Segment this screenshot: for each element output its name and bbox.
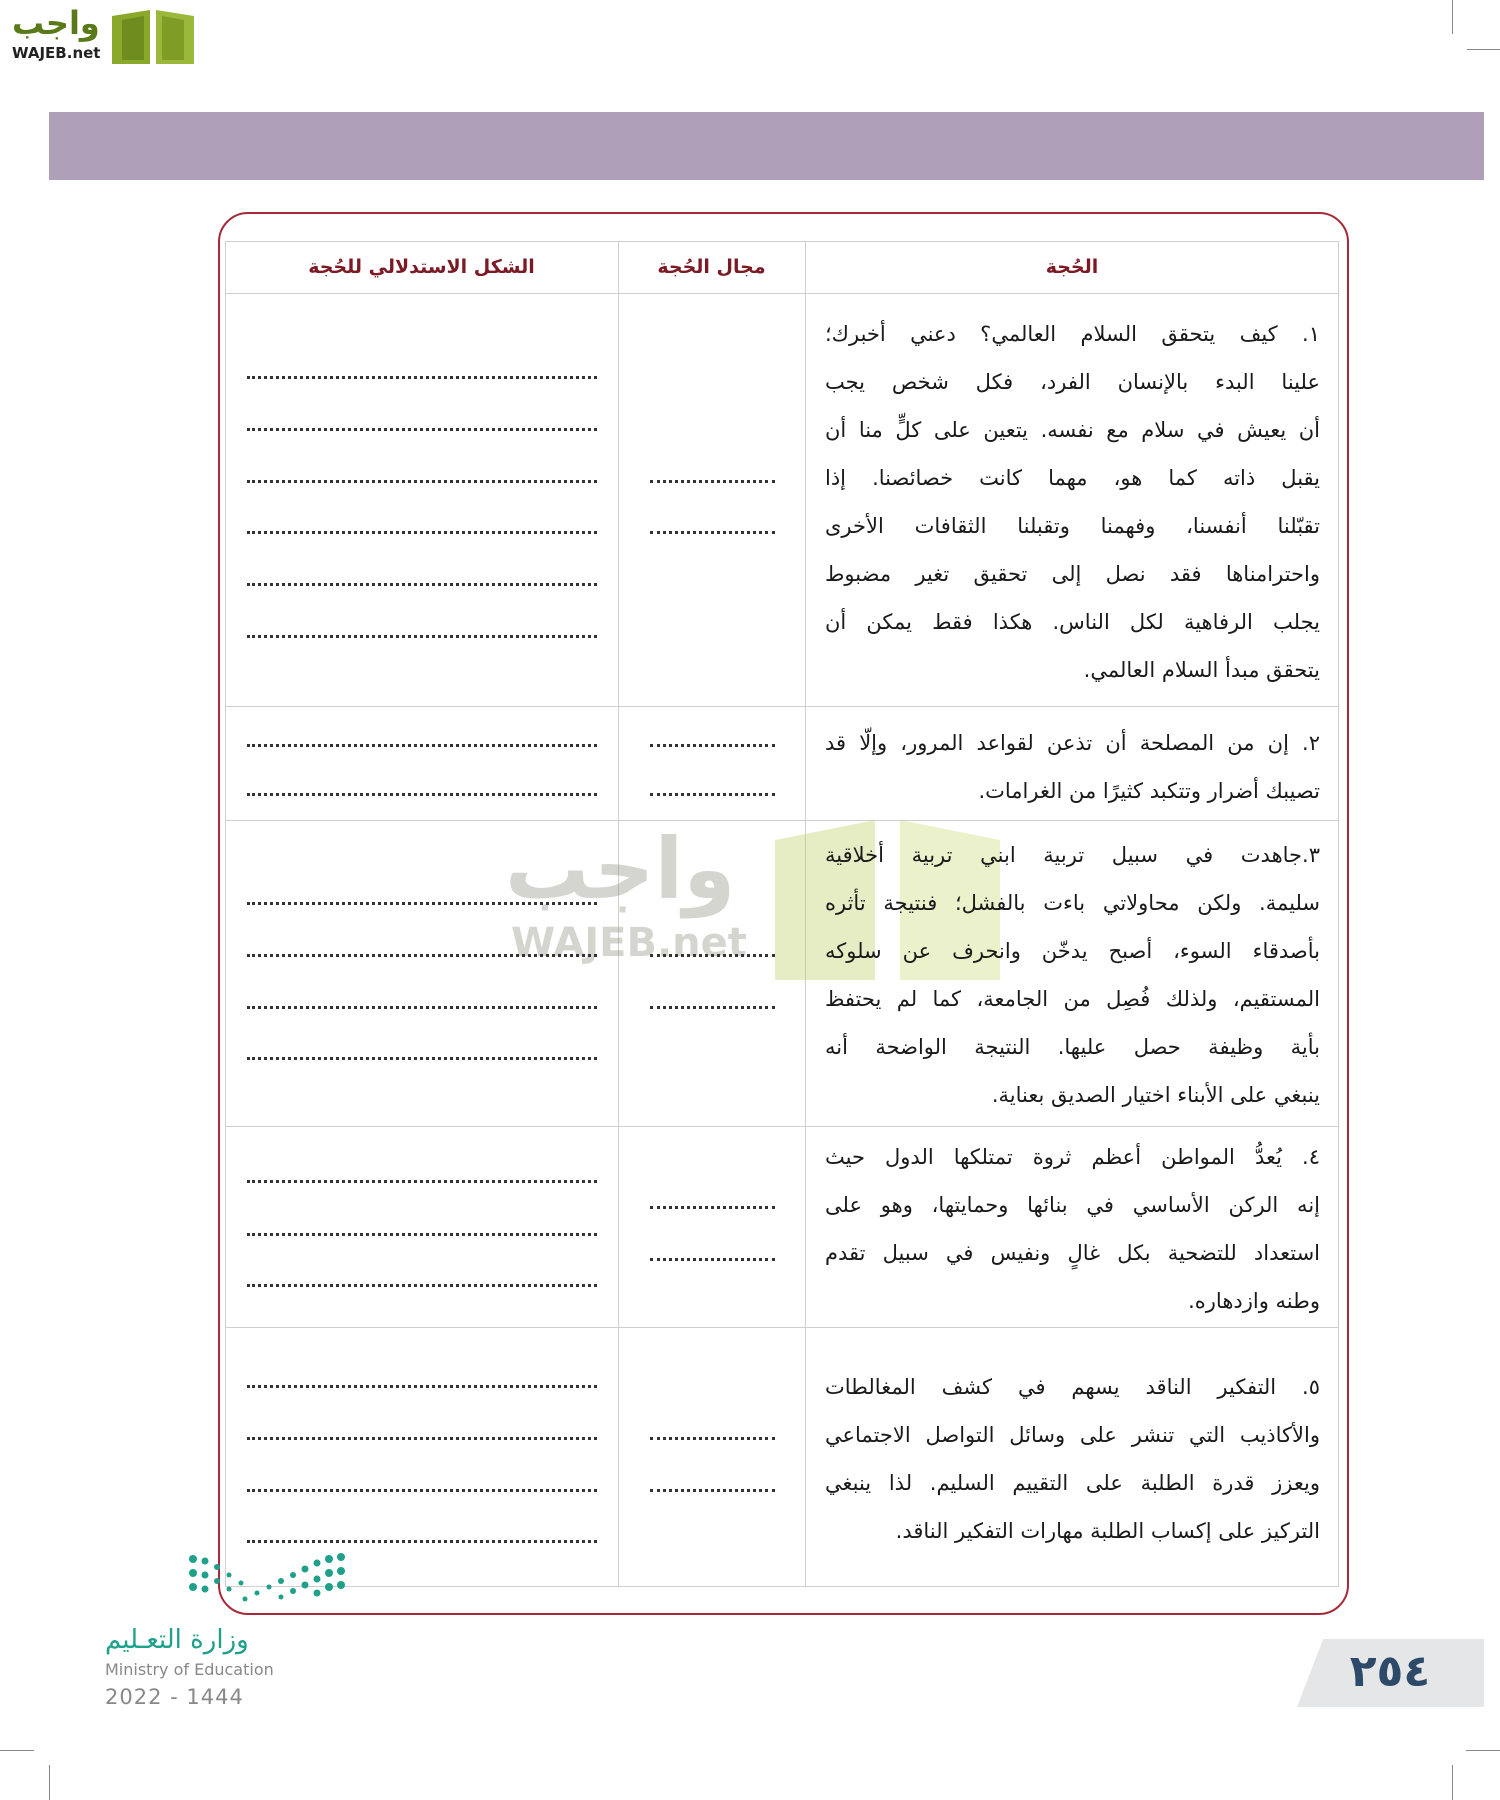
crop-mark xyxy=(1452,0,1453,34)
argument-text-line: ٣.جاهدت في سبيل تربية ابني تربية أخلاقية xyxy=(825,843,1320,867)
argument-text-line: استعداد للتضحية بكل غالٍ ونفيس في سبيل تقدم xyxy=(825,1241,1320,1265)
form-answer-blank[interactable] xyxy=(247,1267,597,1287)
book-icon xyxy=(108,6,198,66)
ministry-name-english: Ministry of Education xyxy=(105,1660,274,1679)
form-answer-blank[interactable] xyxy=(247,885,597,905)
argument-text-line: واحترامناها فقد نصل إلى تحقيق تغير مضبوط xyxy=(825,562,1320,586)
argument-text-line: يجلب الرفاهية لكل الناس. هكذا فقط يمكن أن xyxy=(825,610,1320,634)
form-answer-blank[interactable] xyxy=(247,411,597,431)
argument-text-line: وطنه وازدهاره. xyxy=(1188,1289,1320,1313)
wajeb-logo[interactable] xyxy=(10,4,190,66)
form-answer-blank[interactable] xyxy=(247,1523,597,1543)
domain-answer-blank[interactable] xyxy=(650,989,775,1009)
domain-answer-blank[interactable] xyxy=(650,727,775,747)
argument-text-line: يتحقق مبدأ السلام العالمي. xyxy=(1083,658,1320,682)
argument-text-line: تصيبك أضرار وتتكبد كثيرًا من الغرامات. xyxy=(978,779,1320,803)
row-divider xyxy=(225,1126,1339,1127)
form-answer-blank[interactable] xyxy=(247,463,597,483)
argument-text-line: ٥. التفكير الناقد يسهم في كشف المغالطات xyxy=(825,1375,1320,1399)
ministry-logo-icon xyxy=(185,1553,355,1613)
domain-answer-blank[interactable] xyxy=(650,1420,775,1440)
argument-text-line: المستقيم، ولذلك فُصِل من الجامعة، كما لم يحتفظ xyxy=(825,987,1320,1011)
section-banner xyxy=(49,112,1484,180)
argument-text-line: أن يعيش في سلام مع نفسه. يتعين على كلٍّ منا أن xyxy=(825,418,1320,442)
argument-text-line: ويعزز قدرة الطلبة على التقييم السليم. لذا ينبغي xyxy=(825,1471,1320,1495)
watermark-latin: WAJEB.net xyxy=(511,920,747,966)
header-argument: الحُجة xyxy=(1045,256,1099,278)
argument-text-line: تقبّلنا أنفسنا، وفهمنا وتقبلنا الثقافات الأخرى xyxy=(825,514,1320,538)
logo-arabic: واجب xyxy=(12,4,100,42)
domain-answer-blank[interactable] xyxy=(650,1472,775,1492)
page-number: ٢٥٤ xyxy=(1349,1646,1431,1697)
crop-mark xyxy=(1467,49,1500,50)
row-divider xyxy=(225,820,1339,821)
argument-text-line: ٢. إن من المصلحة أن تذعن لقواعد المرور، وإلّا قد xyxy=(825,731,1320,755)
form-answer-blank[interactable] xyxy=(247,1368,597,1388)
argument-text-line: والأكاذيب التي تنشر على وسائل التواصل الاجتماعي xyxy=(825,1423,1320,1447)
domain-answer-blank[interactable] xyxy=(650,937,775,957)
header-form: الشكل الاستدلالي للحُجة xyxy=(308,256,535,278)
form-answer-blank[interactable] xyxy=(247,1216,597,1236)
form-answer-blank[interactable] xyxy=(247,776,597,796)
row-divider xyxy=(225,293,1339,294)
argument-text-line: ١. كيف يتحقق السلام العالمي؟ دعني أخبرك؛ xyxy=(825,322,1320,346)
ministry-name-arabic: وزارة التعـليم xyxy=(105,1625,249,1655)
form-answer-blank[interactable] xyxy=(247,989,597,1009)
form-answer-blank[interactable] xyxy=(247,359,597,379)
column-divider xyxy=(618,241,619,1587)
form-answer-blank[interactable] xyxy=(247,514,597,534)
argument-text-line: يقبل ذاته كما هو، مهما كانت خصائصنا. إذا xyxy=(825,466,1320,490)
edition-year: 2022 - 1444 xyxy=(105,1685,244,1709)
argument-text-line: إنه الركن الأساسي في بنائها وحمايتها، وهو على xyxy=(825,1193,1320,1217)
domain-answer-blank[interactable] xyxy=(650,514,775,534)
argument-text-line: التركيز على إكساب الطلبة مهارات التفكير الناقد. xyxy=(895,1519,1320,1543)
crop-mark xyxy=(1452,1765,1453,1800)
argument-text-line: ٤. يُعدُّ المواطن أعظم ثروة تمتلكها الدول حيث xyxy=(825,1145,1320,1169)
domain-answer-blank[interactable] xyxy=(650,1189,775,1209)
column-divider xyxy=(805,241,806,1587)
form-answer-blank[interactable] xyxy=(247,618,597,638)
header-domain: مجال الحُجة xyxy=(657,256,766,278)
argument-text-line: بأصدقاء السوء، أصبح يدخّن وانحرف عن سلوكه xyxy=(825,939,1320,963)
form-answer-blank[interactable] xyxy=(247,1163,597,1183)
crop-mark xyxy=(49,1765,50,1800)
watermark-arabic: واجب xyxy=(505,820,736,918)
row-divider xyxy=(225,706,1339,707)
domain-answer-blank[interactable] xyxy=(650,463,775,483)
crop-mark xyxy=(1466,1750,1500,1751)
domain-answer-blank[interactable] xyxy=(650,776,775,796)
form-answer-blank[interactable] xyxy=(247,1420,597,1440)
argument-text-line: بأية وظيفة حصل عليها. النتيجة الواضحة أنه xyxy=(825,1035,1320,1059)
row-divider xyxy=(225,1327,1339,1328)
domain-answer-blank[interactable] xyxy=(650,1241,775,1261)
logo-latin: WAJEB.net xyxy=(12,44,101,62)
form-answer-blank[interactable] xyxy=(247,1040,597,1060)
argument-text-line: ينبغي على الأبناء اختيار الصديق بعناية. xyxy=(991,1083,1320,1107)
form-answer-blank[interactable] xyxy=(247,566,597,586)
form-answer-blank[interactable] xyxy=(247,727,597,747)
crop-mark xyxy=(0,1750,34,1751)
argument-text-line: سليمة. ولكن محاولاتي باءت بالفشل؛ فنتيجة تأثره xyxy=(825,891,1320,915)
form-answer-blank[interactable] xyxy=(247,937,597,957)
argument-text-line: علينا البدء بالإنسان الفرد، فكل شخص يجب xyxy=(825,370,1320,394)
form-answer-blank[interactable] xyxy=(247,1472,597,1492)
